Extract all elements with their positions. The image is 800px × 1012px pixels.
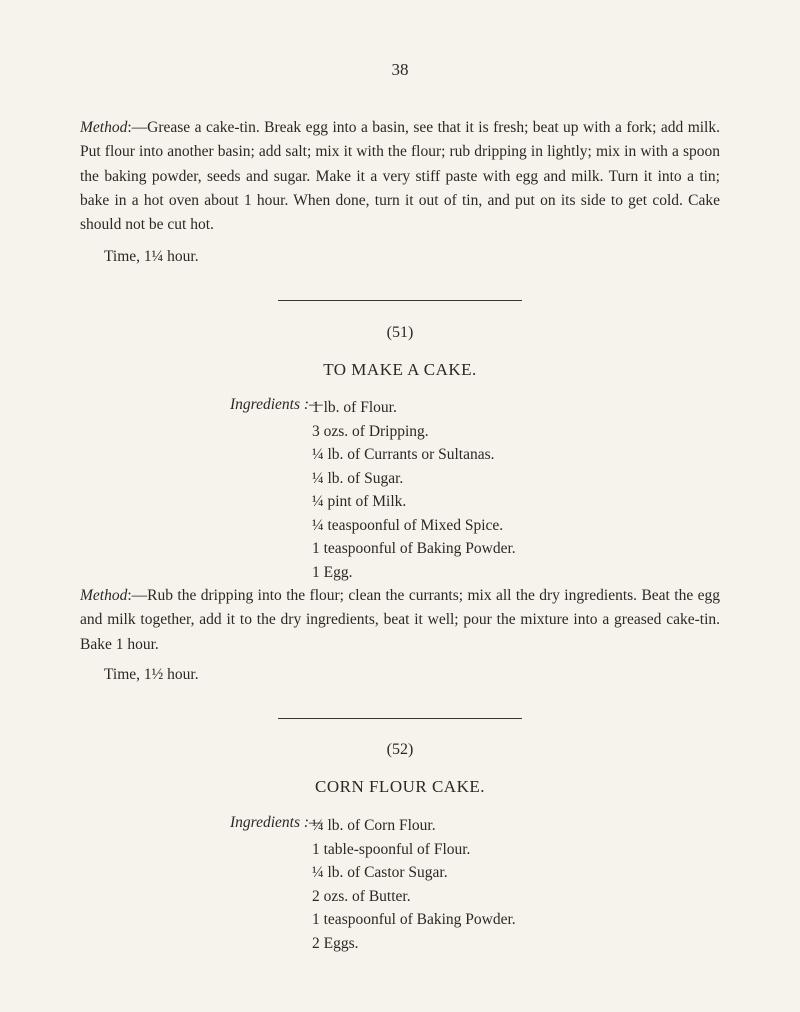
recipe-52-ingredients-list: [312, 814, 516, 955]
top-time: Time, 1¼ hour.: [104, 248, 199, 265]
recipe-51-time: Time, 1½ hour.: [104, 666, 199, 683]
top-method-paragraph: [80, 116, 720, 237]
recipe-52-title: CORN FLOUR CAKE.: [315, 777, 485, 796]
recipe-52-number: (52): [386, 741, 414, 758]
ingredient-item: 2 ozs. of Butter.: [312, 887, 411, 905]
recipe-51-title: TO MAKE A CAKE.: [323, 360, 477, 379]
ingredient-item: ¼ teaspoonful of Mixed Spice.: [312, 516, 504, 534]
section-divider-2: [278, 718, 522, 719]
page-number: 38: [391, 60, 409, 79]
top-method-label: Method: [80, 119, 128, 136]
recipe-51-method-text: :—Rub the dripping into the flour; clean the currants; mix all the dry ingredients. Beat the egg and milk together, add it to the dry ingredients, beat it well; pour the mixture into a greased cake-tin. Bake 1 hour.: [80, 587, 720, 653]
ingredient-item: ¼ lb. of Currants or Sultanas.: [312, 446, 495, 463]
ingredient-item: 2 Eggs.: [312, 934, 359, 952]
ingredient-item: 1 teaspoonful of Baking Powder.: [312, 911, 516, 928]
ingredient-item: 1 Egg.: [312, 563, 353, 581]
ingredient-item: ¼ lb. of Sugar.: [312, 469, 404, 487]
ingredient-item: 1 table-spoonful of Flour.: [312, 840, 471, 858]
ingredient-item: ¼ lb. of Castor Sugar.: [312, 864, 448, 881]
recipe-52-ingredients-label: Ingredients :—: [230, 814, 323, 831]
top-method-text: :—Grease a cake-tin. Break egg into a basin, see that it is fresh; beat up with a fork; add milk. Put flour into another basin; add salt; mix it with the flour; rub dripping in lightly; mix in with a spoon the baking powder, seeds and sugar. Make it a very stiff paste with egg and milk. Turn it into a tin; bake in a hot oven about 1 hour. When done, turn it out of tin, and put on its side to get cold. Cake should not be cut hot.: [80, 119, 720, 234]
ingredient-item: ¼ pint of Milk.: [312, 493, 407, 510]
ingredient-item: 1 lb. of Flour.: [312, 399, 397, 416]
recipe-51-number: (51): [386, 324, 414, 341]
ingredient-item: 3 ozs. of Dripping.: [312, 422, 429, 440]
recipe-51-method-paragraph: [80, 584, 720, 657]
ingredient-item: ¼ lb. of Corn Flour.: [312, 817, 436, 834]
recipe-51-method-label: Method: [80, 587, 128, 604]
recipe-51-ingredients-label: Ingredients :—: [230, 396, 323, 413]
section-divider-1: [278, 300, 522, 301]
recipe-51-ingredients-list: [312, 396, 516, 584]
ingredient-item: 1 teaspoonful of Baking Powder.: [312, 540, 516, 557]
